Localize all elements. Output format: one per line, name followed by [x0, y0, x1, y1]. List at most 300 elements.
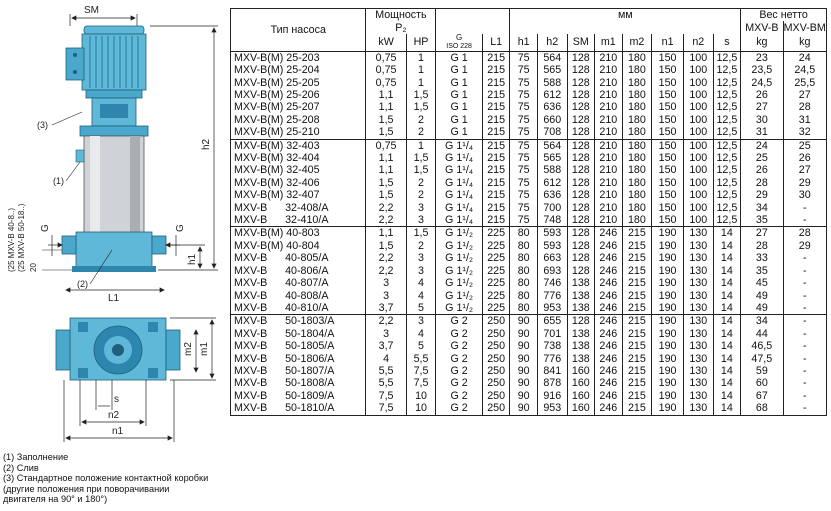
table-cell: 2,2 [366, 214, 406, 227]
table-cell: 14 [713, 353, 741, 365]
pump-model-cell: MXV-B 50-1809/A [234, 389, 335, 402]
table-cell: 180 [622, 177, 652, 189]
table-cell: 655 [537, 315, 567, 328]
table-cell: 564 [537, 139, 567, 152]
pump-model-cell: MXV-B 50-1807/A [234, 364, 335, 377]
table-cell: 180 [622, 214, 652, 227]
table-row [231, 164, 827, 176]
table-cell: 35 [741, 214, 783, 227]
table-cell: G 2 [436, 365, 483, 377]
table-row [231, 315, 827, 328]
note-fill: (1) Заполнение [3, 452, 69, 462]
table-cell: 130 [683, 353, 713, 365]
table-cell: 31 [741, 126, 783, 139]
pump-model-cell: MXV-B(M) 40-804 [234, 239, 320, 252]
table-cell: 31 [783, 114, 827, 126]
table-cell: 160 [567, 402, 595, 415]
col-h2: h2 [537, 34, 567, 52]
table-cell: 14 [713, 227, 741, 240]
table-cell: 215 [622, 328, 652, 340]
table-cell: 1,5 [406, 227, 436, 240]
table-cell: 215 [482, 51, 510, 64]
table-cell: 12,5 [713, 177, 741, 189]
table-cell: 2,2 [366, 315, 406, 328]
table-cell: 225 [482, 277, 510, 289]
table-cell: G 1¹/₄ [436, 164, 483, 176]
table-cell: 75 [510, 152, 538, 164]
table-cell: 130 [683, 252, 713, 264]
table-cell: 180 [622, 126, 652, 139]
pump-model-cell: MXV-B 50-1810/A [234, 402, 335, 415]
table-cell: 636 [537, 189, 567, 201]
table-cell: 180 [622, 202, 652, 214]
table-row [231, 402, 827, 415]
table-cell: 215 [482, 214, 510, 227]
table-cell: 75 [510, 189, 538, 201]
table-cell: 190 [652, 277, 684, 289]
table-cell: 28 [783, 101, 827, 113]
table-cell: 12,5 [713, 89, 741, 101]
table-cell: - [783, 202, 827, 214]
note-terminal-box-line3: двигателя на 90° и 180°) [3, 494, 108, 505]
table-cell: 1,1 [366, 89, 406, 101]
table-cell: 708 [537, 126, 567, 139]
table-cell: 100 [683, 64, 713, 76]
table-cell: 738 [537, 340, 567, 352]
table-cell: G 1¹/₄ [436, 202, 483, 214]
table-row [231, 101, 827, 113]
table-cell: 138 [567, 340, 595, 352]
table-cell: 663 [537, 252, 567, 264]
note-terminal-box-line2: (другие положения при поворачивании [3, 483, 170, 494]
g-left-label: G [40, 224, 51, 232]
sm-dimension [70, 14, 137, 26]
table-cell: 210 [595, 114, 623, 126]
table-cell: 130 [683, 328, 713, 340]
table-cell: 565 [537, 64, 567, 76]
table-cell: 60 [741, 377, 783, 389]
table-cell: 150 [652, 77, 684, 89]
table-cell: 23 [741, 51, 783, 64]
table-cell: 1,5 [366, 177, 406, 189]
table-cell: 180 [622, 51, 652, 64]
table-cell: 693 [537, 265, 567, 277]
pump-model-cell: MXV-B 40-805/A [234, 252, 329, 265]
table-cell: G 1¹/₂ [436, 290, 483, 302]
table-cell: 3 [366, 290, 406, 302]
table-cell: 128 [567, 126, 595, 139]
table-cell: G 1¹/₂ [436, 277, 483, 289]
table-cell: G 1¹/₄ [436, 214, 483, 227]
table-cell: 90 [510, 315, 538, 328]
table-cell: 90 [510, 402, 538, 415]
table-cell: 130 [683, 290, 713, 302]
table-cell: 150 [652, 51, 684, 64]
table-cell: G 2 [436, 328, 483, 340]
table-cell: 225 [482, 290, 510, 302]
table-cell: G 1¹/₄ [436, 189, 483, 201]
col-l1: L1 [482, 34, 510, 52]
table-row [231, 189, 827, 201]
table-cell: 100 [683, 139, 713, 152]
pump-model-cell: MXV-B(M) 25-206 [234, 89, 320, 101]
pump-model-cell: MXV-B(M) 32-405 [234, 164, 320, 177]
table-cell: 878 [537, 377, 567, 389]
table-cell: 75 [510, 101, 538, 113]
col-mxvbm: MXV-BM [783, 21, 826, 34]
table-cell: 150 [652, 164, 684, 176]
table-cell: 14 [713, 377, 741, 389]
table-cell: 28 [741, 177, 783, 189]
table-cell: 2,2 [366, 202, 406, 214]
table-cell: 80 [510, 290, 538, 302]
callout-1: (1) [53, 176, 64, 186]
side-note-1: (25 MXV-B 40-8..) [7, 207, 16, 272]
table-row [231, 214, 827, 227]
table-cell: 0,75 [366, 77, 406, 89]
table-cell: 2 [406, 240, 436, 252]
table-cell: 30 [783, 189, 827, 201]
col-kg-mxvb: kg [741, 34, 783, 52]
table-cell: 612 [537, 89, 567, 101]
table-cell: G 1¹/₂ [436, 252, 483, 264]
table-cell: 75 [510, 114, 538, 126]
table-cell: 28 [741, 240, 783, 252]
table-row [231, 202, 827, 214]
table-cell: 59 [741, 365, 783, 377]
table-cell: 215 [622, 377, 652, 389]
table-cell: 246 [595, 265, 623, 277]
table-cell: 75 [510, 126, 538, 139]
table-cell: G 1 [436, 114, 483, 126]
table-cell: 75 [510, 202, 538, 214]
motor [66, 26, 148, 136]
col-g [436, 34, 483, 52]
table-cell: - [783, 390, 827, 402]
table-cell: 180 [622, 114, 652, 126]
table-cell: 0,75 [366, 51, 406, 64]
table-cell: G 1¹/₂ [436, 265, 483, 277]
table-cell: 246 [595, 315, 623, 328]
m1-label: m1 [199, 342, 210, 356]
drawing-notes [3, 452, 228, 505]
table-cell: G 1 [436, 126, 483, 139]
table-cell: 215 [622, 340, 652, 352]
table-row [231, 126, 827, 139]
table-cell: 180 [622, 64, 652, 76]
table-cell: 180 [622, 101, 652, 113]
pump-model-cell: MXV-B 50-1804/A [234, 327, 335, 340]
table-cell: 150 [652, 202, 684, 214]
table-cell: 215 [482, 64, 510, 76]
table-row [231, 365, 827, 377]
note-terminal-box: (3) Стандартное положение контактной коробки [3, 473, 209, 484]
table-cell: 5 [406, 302, 436, 315]
table-cell: 25 [741, 152, 783, 164]
table-cell: 2 [406, 177, 436, 189]
table-cell: 210 [595, 101, 623, 113]
pump-model-cell: MXV-B 40-810/A [234, 301, 329, 314]
table-cell: 636 [537, 101, 567, 113]
table-cell: 250 [482, 365, 510, 377]
table-cell: 1,1 [366, 152, 406, 164]
table-cell: 215 [482, 202, 510, 214]
table-cell: 180 [622, 152, 652, 164]
table-cell: 246 [595, 353, 623, 365]
table-cell: 12,5 [713, 126, 741, 139]
table-cell: 3,7 [366, 340, 406, 352]
sm-label: SM [84, 5, 99, 16]
table-cell: 215 [482, 152, 510, 164]
table-cell: 90 [510, 353, 538, 365]
table-cell: 210 [595, 139, 623, 152]
table-cell: 128 [567, 189, 595, 201]
table-cell: 12,5 [713, 189, 741, 201]
table-cell: 3 [406, 315, 436, 328]
table-cell: 2,2 [366, 252, 406, 264]
table-cell: 150 [652, 177, 684, 189]
table-cell: 128 [567, 152, 595, 164]
s-label: s [114, 394, 119, 405]
col-hp: HP [406, 34, 436, 52]
table-cell: 246 [595, 240, 623, 252]
pump-model-cell: MXV-B(M) 32-406 [234, 176, 320, 189]
table-cell: 75 [510, 89, 538, 101]
pump-model-cell: MXV-B(M) 32-407 [234, 189, 320, 202]
table-cell: 44 [741, 328, 783, 340]
table-cell: 2 [406, 126, 436, 139]
table-cell: 14 [713, 240, 741, 252]
table-cell: 34 [741, 202, 783, 214]
table-cell: 210 [595, 126, 623, 139]
table-cell: 25,5 [783, 77, 827, 89]
table-cell: 128 [567, 89, 595, 101]
table-cell: 210 [595, 77, 623, 89]
table-cell: 12,5 [713, 202, 741, 214]
table-cell: 180 [622, 189, 652, 201]
table-cell: 1,5 [406, 164, 436, 176]
table-cell: 215 [622, 252, 652, 264]
table-cell: 5,5 [406, 353, 436, 365]
table-cell: 246 [595, 252, 623, 264]
col-pump-type: Тип насоса [270, 23, 326, 36]
table-cell: 28 [783, 227, 827, 240]
table-cell: 215 [482, 177, 510, 189]
table-cell: 210 [595, 177, 623, 189]
table-body [231, 51, 827, 415]
table-cell: 130 [683, 277, 713, 289]
table-cell: 100 [683, 164, 713, 176]
table-cell: 3 [406, 214, 436, 227]
table-cell: 190 [652, 240, 684, 252]
table-cell: 128 [567, 177, 595, 189]
table-cell: 660 [537, 114, 567, 126]
table-cell: G 2 [436, 377, 483, 389]
table-cell: 14 [713, 277, 741, 289]
table-cell: 246 [595, 227, 623, 240]
table-cell: 100 [683, 214, 713, 227]
table-cell: G 1 [436, 64, 483, 76]
table-row [231, 377, 827, 389]
table-cell: 33 [741, 252, 783, 264]
table-cell: 14 [713, 328, 741, 340]
table-cell: 215 [482, 139, 510, 152]
table-cell: G 1 [436, 51, 483, 64]
table-cell: 90 [510, 328, 538, 340]
table-cell: 1,1 [366, 101, 406, 113]
table-cell: 7,5 [366, 402, 406, 415]
table-row [231, 302, 827, 315]
col-mxvb: MXV-B [741, 21, 783, 33]
table-cell: 100 [683, 51, 713, 64]
h1-label: h1 [187, 253, 198, 265]
side-note-2: (25 MXV-B 50-18..) [17, 203, 26, 272]
table-cell: 215 [622, 265, 652, 277]
plan-view [56, 318, 180, 380]
table-cell: 3 [366, 328, 406, 340]
table-cell: 12,5 [713, 164, 741, 176]
table-cell: 80 [510, 227, 538, 240]
l1-label: L1 [108, 293, 120, 304]
table-cell: 3 [406, 202, 436, 214]
pump-model-cell: MXV-B(M) 32-404 [234, 152, 320, 165]
table-cell: 1,5 [366, 114, 406, 126]
table-cell: 246 [595, 328, 623, 340]
table-cell: G 1¹/₂ [436, 240, 483, 252]
table-cell: 215 [622, 402, 652, 415]
table-cell: 215 [482, 89, 510, 101]
pump-spec-table [230, 8, 827, 416]
table-row [231, 51, 827, 64]
table-cell: 215 [622, 277, 652, 289]
table-cell: - [783, 302, 827, 315]
table-cell: 12,5 [713, 64, 741, 76]
table-cell: G 1 [436, 101, 483, 113]
table-row [231, 328, 827, 340]
table-cell: 700 [537, 202, 567, 214]
table-cell: 130 [683, 390, 713, 402]
table-cell: 14 [713, 315, 741, 328]
pump-model-cell: MXV-B(M) 25-203 [231, 51, 366, 64]
table-cell: 246 [595, 277, 623, 289]
pump-model-cell: MXV-B 50-1805/A [234, 340, 335, 353]
table-cell: 564 [537, 51, 567, 64]
table-cell: 160 [567, 377, 595, 389]
table-cell: 130 [683, 315, 713, 328]
table-cell: 190 [652, 402, 684, 415]
pump-model-cell: MXV-B(M) 25-204 [234, 64, 320, 77]
col-iso: ISO 228 [446, 42, 472, 50]
col-mm: мм [510, 9, 741, 22]
table-cell: G 1 [436, 77, 483, 89]
table-cell: 190 [652, 340, 684, 352]
table-cell: G 2 [436, 315, 483, 328]
table-cell: 12,5 [713, 77, 741, 89]
table-cell: 25 [783, 139, 827, 152]
table-cell: 138 [567, 353, 595, 365]
table-cell: 215 [622, 353, 652, 365]
table-cell: 225 [482, 252, 510, 264]
table-cell: 250 [482, 328, 510, 340]
table-cell: 1,5 [406, 101, 436, 113]
callout-2: (2) [77, 279, 88, 289]
table-cell: 29 [783, 177, 827, 189]
table-cell: 128 [567, 101, 595, 113]
table-cell: - [783, 265, 827, 277]
table-cell: 150 [652, 126, 684, 139]
table-cell: 3 [406, 265, 436, 277]
table-cell: 27 [783, 89, 827, 101]
table-cell: 75 [510, 51, 538, 64]
table-cell: 12,5 [713, 101, 741, 113]
table-cell: 225 [482, 265, 510, 277]
table-cell: 4 [406, 277, 436, 289]
table-cell: 190 [652, 227, 684, 240]
table-cell: 128 [567, 265, 595, 277]
note-drain: (2) Слив [3, 462, 39, 473]
table-cell: 215 [622, 315, 652, 328]
table-cell: 7,5 [406, 365, 436, 377]
table-cell: 593 [537, 227, 567, 240]
table-cell: 748 [537, 214, 567, 227]
table-cell: 12,5 [713, 152, 741, 164]
table-cell: 29 [741, 189, 783, 201]
table-cell: 1,1 [366, 164, 406, 176]
table-cell: 3,7 [366, 302, 406, 315]
table-cell: 190 [652, 328, 684, 340]
table-cell: - [783, 340, 827, 352]
table-cell: 100 [683, 77, 713, 89]
table-cell: 47,5 [741, 353, 783, 365]
table-cell: - [783, 315, 827, 328]
col-n1: n1 [652, 34, 684, 52]
col-p2: P₂ [366, 21, 436, 33]
table-cell: 130 [683, 302, 713, 315]
table-cell: 5,5 [366, 365, 406, 377]
table-cell: 7,5 [406, 377, 436, 389]
table-cell: - [783, 365, 827, 377]
table-cell: 215 [622, 227, 652, 240]
col-m1: m1 [595, 34, 623, 52]
table-cell: 1,5 [406, 152, 436, 164]
callout-3: (3) [37, 120, 48, 130]
n2-label: n2 [108, 410, 120, 421]
table-cell: 246 [595, 377, 623, 389]
table-cell: 180 [622, 164, 652, 176]
table-cell: 100 [683, 152, 713, 164]
table-cell: 128 [567, 77, 595, 89]
table-cell: 75 [510, 64, 538, 76]
table-cell: 210 [595, 202, 623, 214]
table-cell: 215 [622, 390, 652, 402]
table-cell: 80 [510, 240, 538, 252]
table-cell: 100 [683, 202, 713, 214]
table-cell: 150 [652, 152, 684, 164]
table-cell: 24 [783, 51, 827, 64]
table-cell: 250 [482, 402, 510, 415]
table-cell: G 1¹/₄ [436, 177, 483, 189]
table-cell: 215 [622, 290, 652, 302]
table-cell: 190 [652, 290, 684, 302]
table-cell: 250 [482, 377, 510, 389]
table-cell: 90 [510, 340, 538, 352]
table-cell: 7,5 [366, 390, 406, 402]
table-cell: 1,5 [366, 189, 406, 201]
table-cell: 2 [406, 114, 436, 126]
table-cell: 80 [510, 277, 538, 289]
pump-model-cell: MXV-B 40-807/A [234, 277, 329, 290]
table-row [231, 240, 827, 252]
